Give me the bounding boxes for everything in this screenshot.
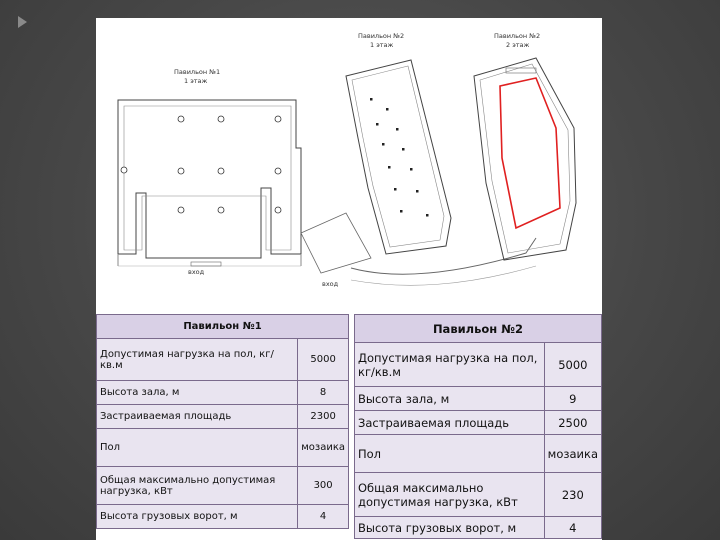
pavilion1-header: Павильон №1 <box>97 315 349 339</box>
pavilion2-floor2-route <box>500 78 560 228</box>
t1-floor-load-value: 5000 <box>298 339 349 381</box>
t2-hall-height-value: 9 <box>544 387 601 411</box>
t2-area-label: Застраиваемая площадь <box>355 411 545 435</box>
t1-power-label: Общая максимально допустимая нагрузка, кВт <box>97 467 298 505</box>
t2-power-label: Общая максимально допустимая нагрузка, кВт <box>355 473 545 517</box>
t2-floor-load-value: 5000 <box>544 343 601 387</box>
t1-area-label: Застраиваемая площадь <box>97 405 298 429</box>
bullet-arrow-icon <box>18 16 27 28</box>
entrance1-label: вход <box>188 268 205 276</box>
t2-floor-type-value: мозаика <box>544 435 601 473</box>
t2-area-value: 2500 <box>544 411 601 435</box>
pavilion2a-plan-title: Павильон №2 <box>358 32 405 40</box>
t1-gate-height-label: Высота грузовых ворот, м <box>97 505 298 529</box>
pavilion1-plan-floor: 1 этаж <box>184 77 208 85</box>
t1-floor-type-label: Пол <box>97 429 298 467</box>
t1-floor-type-value: мозаика <box>298 429 349 467</box>
pavilion2b-plan-floor: 2 этаж <box>506 41 530 49</box>
pavilion2a-plan-floor: 1 этаж <box>370 41 394 49</box>
t1-power-value: 300 <box>298 467 349 505</box>
t1-area-value: 2300 <box>298 405 349 429</box>
floor-plan <box>96 18 602 310</box>
t1-floor-load-label: Допустимая нагрузка на пол, кг/кв.м <box>97 339 298 381</box>
t2-floor-type-label: Пол <box>355 435 545 473</box>
pavilion1-columns <box>121 116 281 213</box>
slide-content <box>96 18 602 540</box>
t2-gate-height-label: Высота грузовых ворот, м <box>355 517 545 539</box>
pavilion2b-plan-title: Павильон №2 <box>494 32 541 40</box>
t1-gate-height-value: 4 <box>298 505 349 529</box>
t2-gate-height-value: 4 <box>544 517 601 539</box>
pavilion1-plan <box>118 100 301 266</box>
t2-hall-height-label: Высота зала, м <box>355 387 545 411</box>
pavilion1-specs-table <box>96 314 349 529</box>
pavilion2-header: Павильон №2 <box>355 315 602 343</box>
pavilion2-specs-table <box>354 314 602 539</box>
t1-hall-height-value: 8 <box>298 381 349 405</box>
t2-power-value: 230 <box>544 473 601 517</box>
pavilion1-plan-title: Павильон №1 <box>174 68 221 76</box>
t2-floor-load-label: Допустимая нагрузка на пол, кг/кв.м <box>355 343 545 387</box>
t1-hall-height-label: Высота зала, м <box>97 381 298 405</box>
pavilion2-floor2-plan <box>474 58 576 260</box>
entrance2-label: вход <box>322 280 339 288</box>
